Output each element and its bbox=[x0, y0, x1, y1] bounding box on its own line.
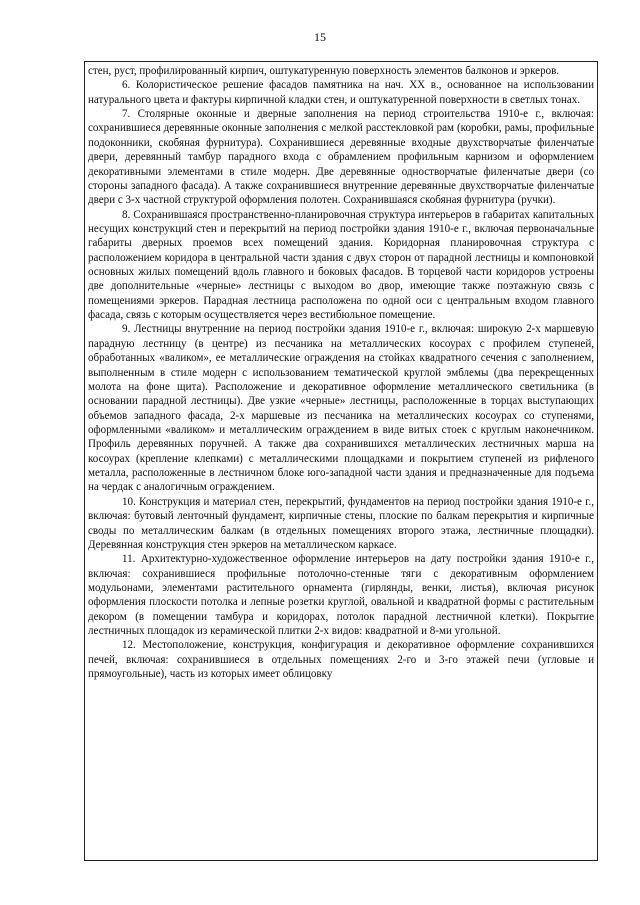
paragraph-continuation: стен, руст, профилированный кирпич, оштукатуренную поверхность элементов балконов и эркеров. bbox=[88, 65, 560, 77]
paragraph-8: 8. Сохранившаяся пространственно-планировочная структура интерьеров в габаритах капитальных несущих конструкций стен и перекрытий на период постройки здания 1910-е г., включая первоначальные габариты дверных проемов всех помещений здания. Коридорная планировочная структура с расположением коридора в центральной части здания с двух сторон от парадной лестницы и компоновкой основных жилых помещений вдоль главного и боковых фасадов. В торцевой части коридоров устроены две дополнительные «черные» лестницы с выходом во двор, имеющие также поэтажную связь с помещениями эркеров. Парадная лестница расположена по одной оси с центральным входом главного фасада, связь с которым осуществляется через вестибюльное помещение. bbox=[88, 208, 594, 322]
paragraph-9: 9. Лестницы внутренние на период постройки здания 1910-е г., включая: широкую 2-х маршевую парадную лестницу (в центре) из песчаника на металлических косоурах с профилем ступеней, обработанных «валиком», ее металлические ограждения на стойках квадратного сечения с заполнением, выполненным в стиле модерн с использованием тематической круглой эмблемы (два перекрещенных молота на фоне щита). Расположение и декоративное оформление металлического светильника (в основании парадной лестницы). Две узкие «черные» лестницы, расположенные в торцах выступающих объемов западного фасада, 2-х маршевые из песчаника на металлических косоурах со ступенями, оформленными «валиком» и металлическим ограждением в виде витых стоек с круглым наконечником. Профиль деревянных поручней. А также два сохранившихся металлических лестничных марша на косоурах (крепление клепками) с металлическими площадками и покрытием ступеней из рифленого металла, расположенные в лестничном блоке юго-западной части здания и предназначенные для подъема на чердак с аналогичным ограждением. bbox=[88, 323, 594, 494]
paragraph-7: 7. Столярные оконные и дверные заполнения на период строительства 1910-е г., включая: сохранившиеся деревянные оконные заполнения с мелкой расстекловкой рам (коробки, рамы, профильные подоконники, скобяная фурнитура). Сохранившиеся деревянные входные двухстворчатые филенчатые двери, деревянный тамбур парадного входа с обрамлением профильным карнизом и оформлением декоративными элементами в стиле модерн. Две деревянные одностворчатые филенчатые двери (со стороны западного фасада). А также сохранившиеся внутренние деревянные двухстворчатые филенчатые двери с 3-х частной структурой оформления полотен. Сохранившаяся скобяная фурнитура (ручки). bbox=[88, 108, 594, 207]
paragraph-10: 10. Конструкция и материал стен, перекрытий, фундаментов на период постройки здания 1910-е г., включая: бутовый ленточный фундамент, кирпичные стены, плоские по балкам перекрытия и кирпичные своды по металлическим балкам (в отдельных помещениях второго этажа, лестничные площадки). Деревянная конструкция стен эркеров на металлическом каркасе. bbox=[88, 495, 594, 551]
page-number: 15 bbox=[314, 30, 326, 44]
text-frame bbox=[84, 61, 598, 861]
paragraph-11: 11. Архитектурно-художественное оформление интерьеров на дату постройки здания 1910-е г., включая: сохранившиеся профильные потолочно-стенные тяги с декоративным оформлением модульонами, элементами растительного орнамента (гирлянды, венки, листья), включая рисунок оформления плоскости потолка и лепные розетки круглой, овальной и квадратной формы с растительным декором (в помещении тамбура и коридорах, потолок парадной лестничной клетки). Покрытие лестничных площадок из керамической плитки 2-х видов: квадратной и 8-ми угольной. bbox=[88, 553, 594, 638]
paragraph-6: 6. Колористическое решение фасадов памятника на нач. XX в., основанное на использовании натурального цвета и фактуры кирпичной кладки стен, и оштукатуренной поверхности в светлых тонах. bbox=[88, 79, 594, 106]
paragraph-12: 12. Местоположение, конструкция, конфигурация и декоративное оформление сохранившихся печей, включая: сохранившиеся в отдельных помещениях 2-го и 3-го этажей печи (угловые и прямоугольные), часть из которых имеет облицовку bbox=[88, 639, 594, 681]
